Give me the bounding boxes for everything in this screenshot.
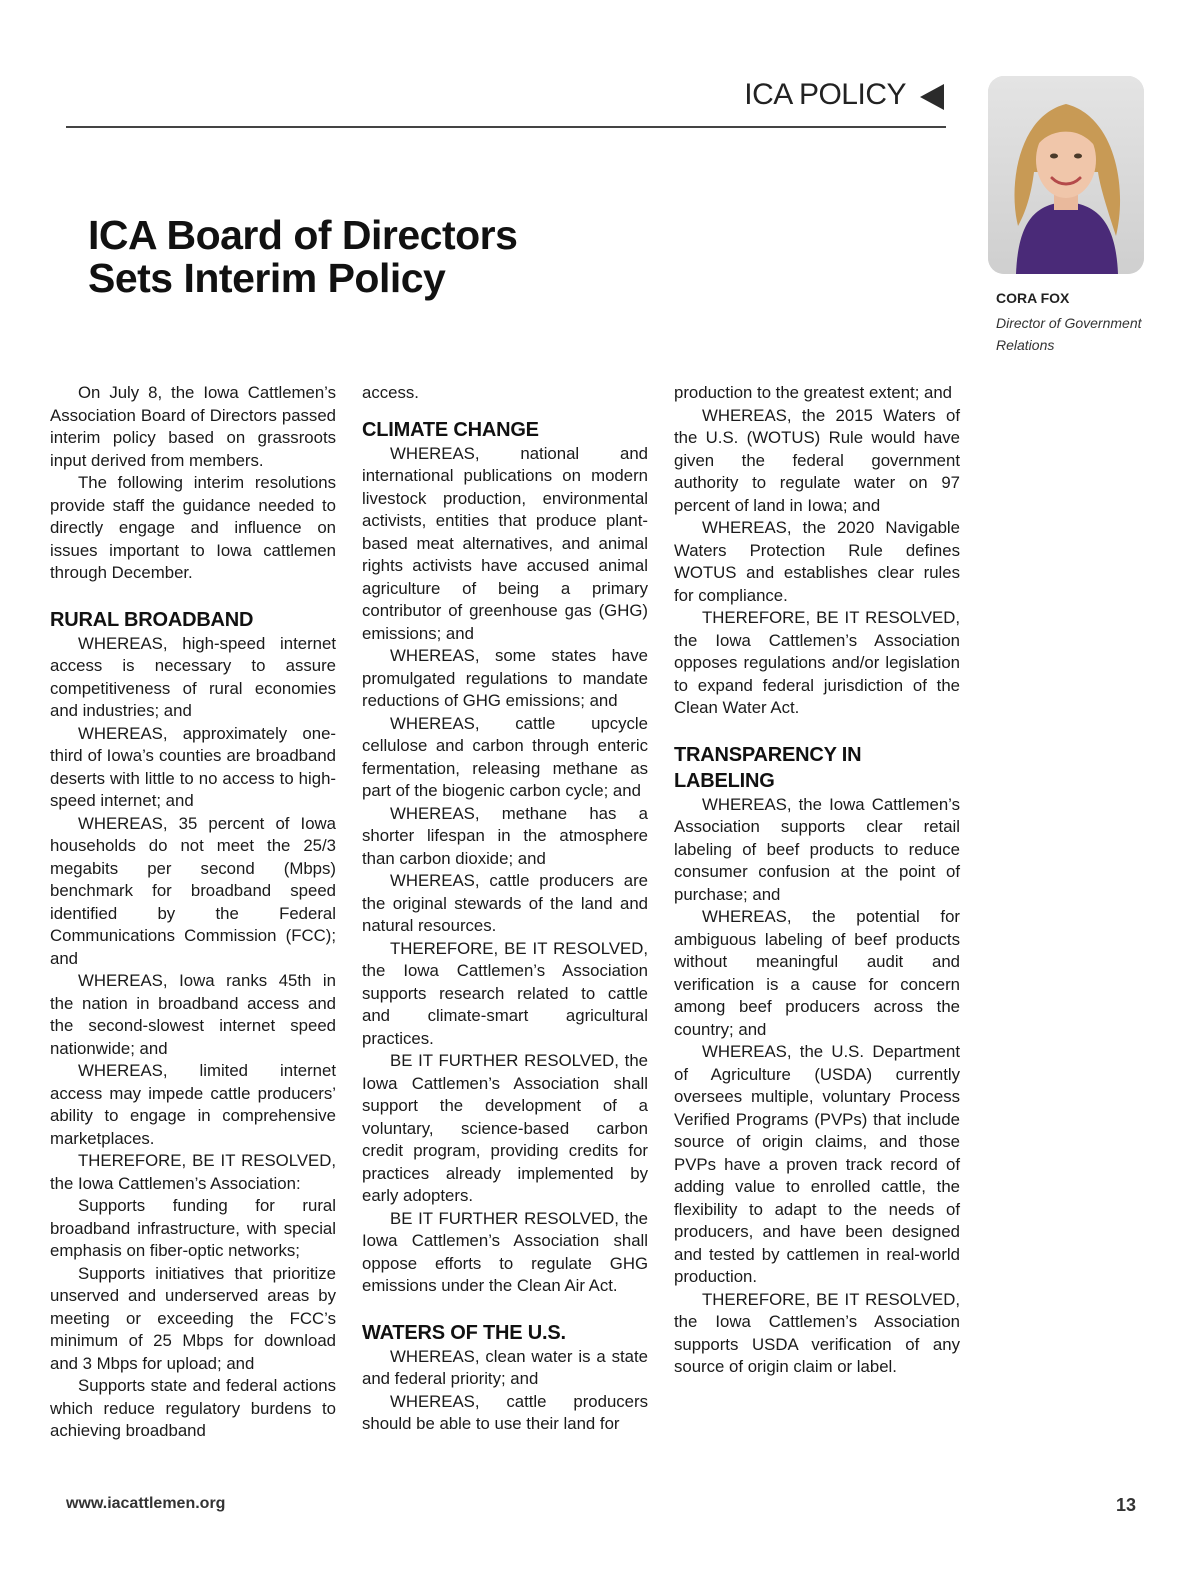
paragraph: WHEREAS, the U.S. Department of Agriculture (USDA) currently oversees multiple, voluntary Process Verified Programs (PVPs) that include source of origin claims, and those PVPs have a proven track record of adding value to enrolled cattle, the flexibility to adapt to the needs of producers, and have been designed and tested by cattlemen in real-world production. — [674, 1042, 960, 1286]
author-role: Director of Government Relations — [996, 315, 1142, 353]
paragraph: BE IT FURTHER RESOLVED, the Iowa Cattlemen’s Association shall support the development of a voluntary, science-based carbon credit program, providing credits for practices already implemented by early adopters. — [362, 1051, 648, 1205]
author-portrait-image — [988, 76, 1144, 274]
paragraph: The following interim resolutions provide staff the guidance needed to directly engage and influence on issues important to Iowa cattlemen through December. — [50, 473, 336, 582]
paragraph: WHEREAS, Iowa ranks 45th in the nation in broadband access and the second-slowest internet speed nationwide; and — [50, 971, 336, 1058]
paragraph: WHEREAS, approximately one-third of Iowa’s counties are broadband deserts with little to no access to high-speed internet; and — [50, 723, 336, 810]
header-rule — [66, 126, 946, 128]
article-title — [88, 214, 648, 300]
paragraph: WHEREAS, high-speed internet access is necessary to assure competitiveness of rural economies and industries; and — [50, 633, 336, 720]
author-photo — [988, 76, 1144, 274]
paragraph: WHEREAS, limited internet access may impede cattle producers’ ability to engage in comprehensive marketplaces. — [50, 1061, 336, 1148]
paragraph: production to the greatest extent; and — [674, 383, 953, 402]
paragraph: WHEREAS, some states have promulgated regulations to mandate reductions of GHG emissions; and — [362, 646, 648, 710]
paragraph: WHEREAS, clean water is a state and federal priority; and — [362, 1346, 648, 1388]
paragraph: THEREFORE, BE IT RESOLVED, the Iowa Cattlemen’s Association opposes regulations and/or legislation to expand federal jurisdiction of the Clean Water Act. — [674, 608, 960, 717]
page-number: 13 — [1115, 1495, 1136, 1515]
footer-website-link[interactable]: www.iacattlemen.org — [66, 1495, 226, 1512]
paragraph: access. — [362, 383, 419, 402]
paragraph: WHEREAS, cattle producers are the original stewards of the land and natural resources. — [362, 871, 648, 935]
section-arrow-icon — [920, 84, 944, 110]
paragraph: WHEREAS, 35 percent of Iowa households do not meet the 25/3 megabits per second (Mbps) benchmark for broadband speed identified by the Federal Communications Commission (FCC); and — [50, 813, 336, 968]
paragraph: THEREFORE, BE IT RESOLVED, the Iowa Cattlemen’s Association supports USDA verification of any source of origin claim or label. — [674, 1289, 960, 1376]
section-heading-transparency-in-labeling: TRANSPARENCY IN LABELING — [674, 743, 862, 792]
paragraph: Supports initiatives that prioritize unserved and underserved areas by meeting or exceeding the FCC’s minimum of 25 Mbps for download and 3 Mbps for upload; and — [50, 1263, 336, 1373]
column-2 — [362, 382, 648, 1436]
section-tag: ICA POLICY — [744, 78, 906, 111]
paragraph: WHEREAS, the Iowa Cattlemen’s Association supports clear retail labeling of beef products to reduce consumer confusion at the point of purchase; and — [674, 794, 960, 904]
title-line-2: Sets Interim Policy — [88, 255, 446, 301]
section-heading-rural-broadband: RURAL BROADBAND — [50, 608, 254, 631]
paragraph: THEREFORE, BE IT RESOLVED, the Iowa Cattlemen’s Association: — [50, 1151, 336, 1193]
section-heading-climate-change: CLIMATE CHANGE — [362, 418, 539, 441]
column-3 — [674, 382, 960, 1379]
paragraph: BE IT FURTHER RESOLVED, the Iowa Cattlemen’s Association shall oppose efforts to regulate GHG emissions under the Clean Air Act. — [362, 1208, 648, 1295]
paragraph: THEREFORE, BE IT RESOLVED, the Iowa Cattlemen’s Association supports research related to cattle and climate-smart agricultural practices. — [362, 938, 648, 1048]
paragraph: Supports funding for rural broadband infrastructure, with special emphasis on fiber-optic networks; — [50, 1196, 336, 1260]
column-1 — [50, 382, 336, 1443]
paragraph: WHEREAS, cattle producers should be able to use their land for — [362, 1391, 648, 1433]
paragraph: WHEREAS, the potential for ambiguous labeling of beef products without meaningful audit and verification is a cause for concern among beef producers across the country; and — [674, 907, 960, 1039]
paragraph: WHEREAS, the 2020 Navigable Waters Protection Rule defines WOTUS and establishes clear rules for compliance. — [674, 518, 960, 605]
paragraph: WHEREAS, national and international publications on modern livestock production, environmental activists, entities that produce plant-based meat alternatives, and animal rights activists have accused animal agriculture of being a primary contributor of greenhouse gas (GHG) emissions; and — [362, 443, 648, 643]
paragraph: WHEREAS, methane has a shorter lifespan in the atmosphere than carbon dioxide; and — [362, 803, 648, 868]
paragraph: Supports state and federal actions which reduce regulatory burdens to achieving broadband — [50, 1376, 336, 1440]
section-heading-waters-of-the-us: WATERS OF THE U.S. — [362, 1321, 566, 1344]
paragraph: WHEREAS, the 2015 Waters of the U.S. (WOTUS) Rule would have given the federal government authority to regulate water on 97 percent of land in Iowa; and — [674, 405, 960, 515]
paragraph: On July 8, the Iowa Cattlemen’s Association Board of Directors passed interim policy based on grassroots input derived from members. — [50, 383, 336, 470]
author-name: CORA FOX — [996, 290, 1070, 306]
paragraph: WHEREAS, cattle upcycle cellulose and carbon through enteric fermentation, releasing methane as part of the biogenic carbon cycle; and — [362, 713, 648, 800]
title-line-1: ICA Board of Directors — [88, 212, 518, 258]
